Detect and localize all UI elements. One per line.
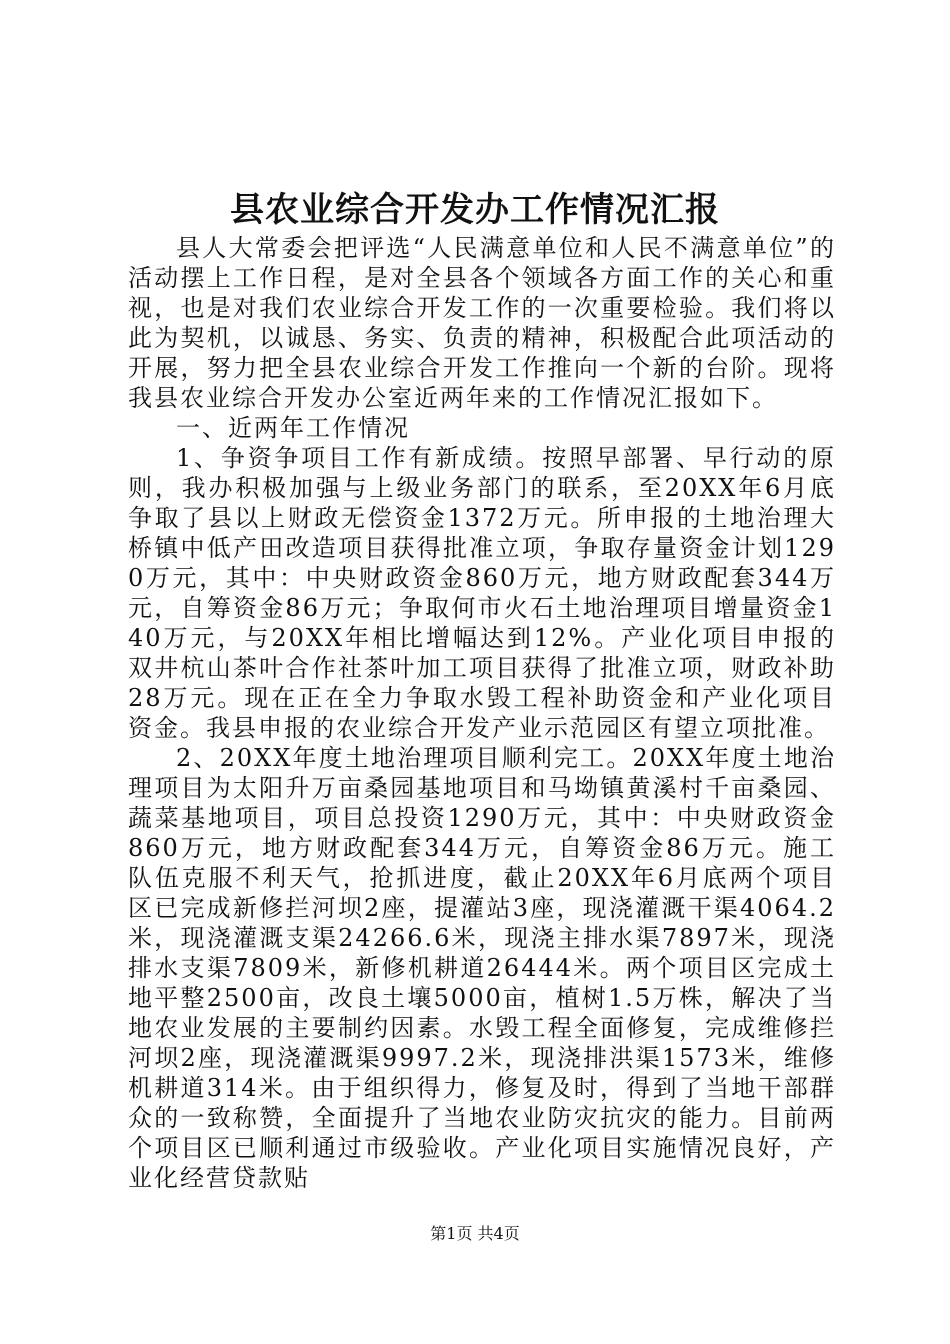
paragraph-intro: 县人大常委会把评选“人民满意单位和人民不满意单位”的活动摆上工作日程，是对全县各个领域各方面工作的关心和重视，也是对我们农业综合开发工作的一次重要检验。我们将以此为契机，以诚恳、务实、负责的精神，积极配合此项活动的开展，努力把全县农业综合开发工作推向一个新的台阶。现将我县农业综合开发办公室近两年来的工作情况汇报如下。	[128, 234, 836, 412]
document-title: 县农业综合开发办工作情况汇报	[230, 190, 720, 230]
page-number: 第1页 共4页	[430, 1224, 520, 1243]
paragraph-item-1: 1、争资争项目工作有新成绩。按照早部署、早行动的原则，我办积极加强与上级业务部门的联系，至20XX年6月底争取了县以上财政无偿资金1372万元。所申报的土地治理大桥镇中低产田改造项目获得批准立项，争取存量资金计划1290万元，其中：中央财政资金860万元，地方财政配套344万元，自筹资金86万元；争取何市火石土地治理项目增量资金140万元，与20XX年相比增幅达到12%。产业化项目申报的双井杭山茶叶合作社茶叶加工项目获得了批准立项，财政补助28万元。现在正在全力争取水毁工程补助资金和产业化项目资金。我县申报的农业综合开发产业示范园区有望立项批准。	[128, 444, 836, 742]
document-body	[128, 233, 836, 1193]
section-heading: 一、近两年工作情况	[176, 414, 410, 442]
paragraph-item-2: 2、20XX年度土地治理项目顺利完工。20XX年度土地治理项目为太阳升万亩桑园基地项目和马坳镇黄溪村千亩桑园、蔬菜基地项目，项目总投资1290万元，其中：中央财政资金860万元，地方财政配套344万元，自筹资金86万元。施工队伍克服不利天气，抢抓进度，截止20XX年6月底两个项目区已完成新修拦河坝2座，提灌站3座，现浇灌溉干渠4064.2米，现浇灌溉支渠24266.6米，现浇主排水渠7897米，现浇排水支渠7809米，新修机耕道26444米。两个项目区完成土地平整2500亩，改良土壤5000亩，植树1.5万株，解决了当地农业发展的主要制约因素。水毁工程全面修复，完成维修拦河坝2座，现浇灌溉渠9997.2米，现浇排洪渠1573米，维修机耕道314米。由于组织得力，修复及时，得到了当地干部群众的一致称赞，全面提升了当地农业防灾抗灾的能力。目前两个项目区已顺利通过市级验收。产业化项目实施情况良好，产业化经营贷款贴	[128, 744, 836, 1192]
